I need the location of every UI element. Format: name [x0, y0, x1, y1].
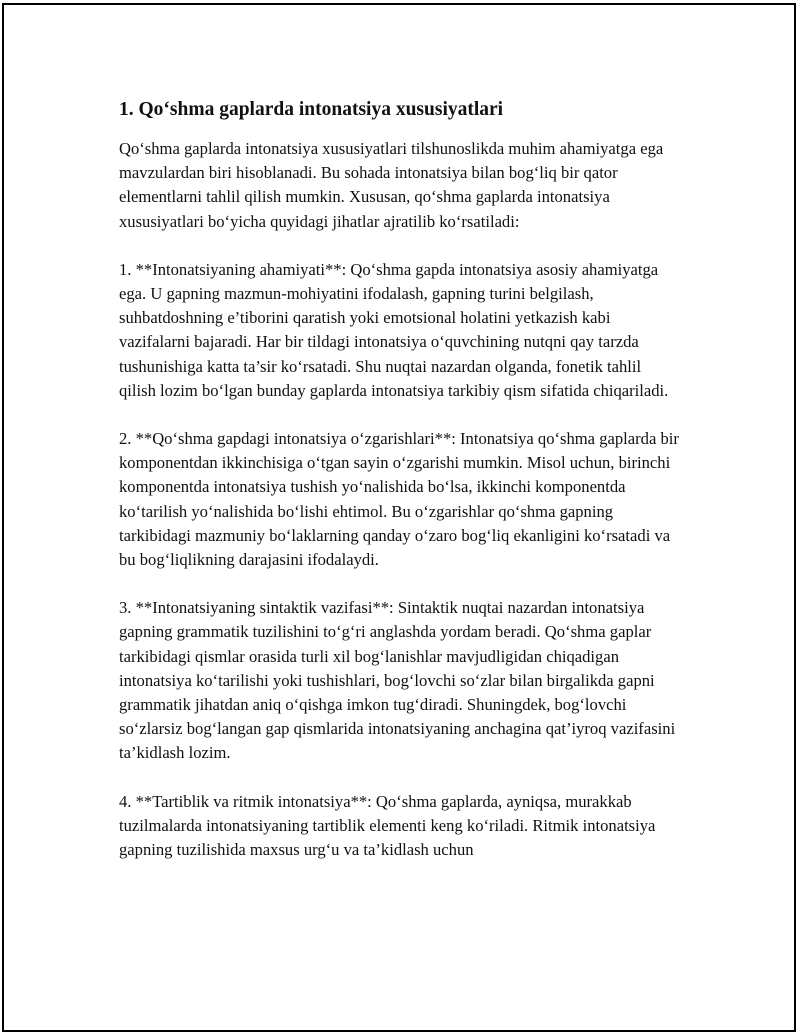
- paragraph-item-3: 3. **Intonatsiyaning sintaktik vazifasi**: Sintaktik nuqtai nazardan intonatsiya gapning grammatik tuzilishini to‘g‘ri anglashda yordam beradi. Qo‘shma gaplar tarkibidagi qismlar orasida turli xil bog‘lanishlar mavjudligidan chiqadigan intonatsiya ko‘tarilishi yoki tushishlari, bog‘lovchi so‘zlar bilan birgalikda gapni grammatik jihatdan aniq o‘qishga imkon tug‘diradi. Shuningdek, bog‘lovchi so‘zlarsiz bog‘langan gap qismlarida intonatsiyaning anchagina qat’iyroq vazifasini ta’kidlash lozim.: [119, 598, 676, 763]
- paragraph-intro: Qo‘shma gaplarda intonatsiya xususiyatlari tilshunoslikda muhim ahamiyatga ega mavzulardan biri hisoblanadi. Bu sohada intonatsiya bilan bog‘liq bir qator elementlarni tahlil qilish mumkin. Xususan, qo‘shma gaplarda intonatsiya xususiyatlari bo‘yicha quyidagi jihatlar ajratilib ko‘rsatiladi:: [119, 139, 664, 231]
- paragraph-item-2: 2. **Qo‘shma gapdagi intonatsiya o‘zgarishlari**: Intonatsiya qo‘shma gaplarda bir komponentdan ikkinchisiga o‘tgan sayin o‘zgarishi mumkin. Misol uchun, birinchi komponentda intonatsiya tushish yo‘nalishida bo‘lsa, ikkinchi komponentda ko‘tarilish yo‘nalishida bo‘lishi ehtimol. Bu o‘zgarishlar qo‘shma gapning tarkibidagi mazmuniy bo‘laklarning qanday o‘zaro bog‘liq ekanligini ko‘rsatadi va bu bog‘liqlikning darajasini ifodalaydi.: [119, 429, 679, 570]
- section-heading: 1. Qo‘shma gaplarda intonatsiya xususiyatlari: [119, 99, 504, 120]
- document-content: [119, 97, 679, 886]
- document-page: [2, 3, 796, 1032]
- paragraph-item-4: 4. **Tartiblik va ritmik intonatsiya**: Qo‘shma gaplarda, ayniqsa, murakkab tuzilmalarda intonatsiyaning tartiblik elementi keng ko‘riladi. Ritmik intonatsiya gapning tuzilishida maxsus urg‘u va ta’kidlash uchun: [119, 791, 656, 860]
- paragraph-item-1: 1. **Intonatsiyaning ahamiyati**: Qo‘shma gapda intonatsiya asosiy ahamiyatga ega. U gapning mazmun-mohiyatini ifodalash, gapning turini belgilash, suhbatdoshning e’tiborini qaratish yoki emotsional holatini yetkazish kabi vazifalarni bajaradi. Har bir tildagi intonatsiya o‘quvchining nutqni qay tarzda tushunishiga katta ta’sir ko‘rsatadi. Shu nuqtai nazardan olganda, fonetik tahlil qilish lozim bo‘lgan bunday gaplarda intonatsiya tarkibiy qism sifatida chiqariladi.: [119, 259, 669, 400]
